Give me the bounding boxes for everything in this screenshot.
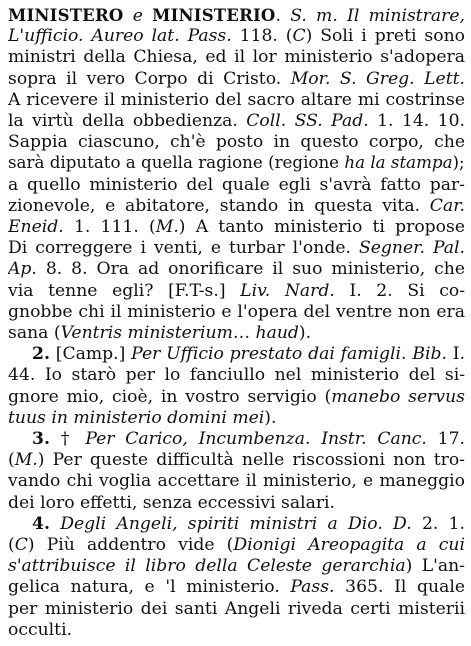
- text-run: (: [8, 450, 15, 471]
- text-run: a quello ministerio del quale egli s'avrà fatto par-: [8, 174, 465, 195]
- entry-text-line: [8, 69, 465, 90]
- italic-text: C: [292, 26, 306, 47]
- entry-text-line: [8, 196, 465, 217]
- italic-text: M.: [14, 450, 38, 471]
- text-run: [Camp.]: [49, 344, 132, 365]
- italic-text: M.: [155, 217, 179, 237]
- entry-text-line: [8, 259, 465, 280]
- italic-text: Pass.: [290, 577, 335, 598]
- entry-text-line: [8, 323, 465, 344]
- italic-text: Degli Angeli, spiriti ministri a Dio. D.: [60, 513, 412, 534]
- entry-text-line: [8, 47, 465, 68]
- entry-text-line: [8, 471, 465, 492]
- text-run: );: [452, 153, 465, 174]
- text-run: gnobbe chi il ministerio e l'opera del ventre non era: [8, 301, 465, 322]
- entry-text-line: [8, 302, 465, 323]
- text-run: per ministerio dei santi Angeli riveda certi misterii: [8, 598, 465, 619]
- entry-text-line: [8, 90, 465, 111]
- text-run: 365. Il quale: [334, 577, 465, 598]
- text-run: 1. 14. 10.: [368, 111, 465, 131]
- entry-text-line: [8, 408, 465, 429]
- italic-text: s'attribuisce il libro della Celeste gerarchia: [8, 556, 406, 577]
- text-run: ) A tanto ministerio ti propose: [178, 217, 465, 237]
- entry-text-line: [8, 111, 465, 132]
- text-run: gelica natura, e 'l ministerio.: [8, 577, 291, 598]
- text-run: gnore mio, cioè, in vostro servigio (: [8, 386, 332, 407]
- entry-text-line: [8, 387, 465, 408]
- italic-text: Ventris ministerium… haud: [60, 323, 299, 343]
- sense-number: 3.: [32, 429, 50, 449]
- text-run: 44. Io starò per lo fanciullo nel ministerio del si-: [8, 365, 465, 386]
- entry-text-line: [8, 132, 465, 153]
- italic-text: tuus in ministerio domini mei: [8, 407, 265, 428]
- italic-text: S. m. Il ministrare,: [290, 6, 465, 26]
- entry-text-line: [8, 535, 465, 556]
- italic-text: Segner. Pal.: [358, 238, 465, 259]
- text-run: A ricevere il ministerio del sacro altare mi costrinse: [8, 89, 465, 110]
- entry-text-line: [8, 365, 465, 386]
- entry-text-line: [8, 281, 465, 302]
- text-run: sarà diputato a quella ragione (regione: [8, 153, 345, 174]
- headword: MINISTERIO: [152, 6, 276, 25]
- italic-text: Per Ufficio prestato dai famigli. Bib.: [131, 344, 447, 365]
- text-run: †: [49, 429, 86, 449]
- entry-text-line: [8, 556, 465, 577]
- text-run: ) Per queste difficultà nelle riscossioni non tro-: [37, 450, 465, 471]
- entry-text-line: [8, 599, 465, 620]
- entry-text-line: [8, 620, 465, 641]
- entry-text-line: [8, 238, 465, 259]
- text-run: .: [275, 6, 291, 26]
- text-run: occulti.: [8, 619, 73, 640]
- text-run: 2. 1.: [411, 513, 465, 534]
- sense-heading-line: [32, 344, 465, 365]
- italic-text: Liv. Nard.: [240, 280, 335, 301]
- entry-text-line: [8, 450, 465, 471]
- text-run: 118. (: [231, 26, 293, 47]
- text-run: zionevole, e abitatore, stando in questa vita.: [8, 195, 430, 216]
- italic-text: Eneid.: [8, 217, 64, 237]
- text-run: ).: [298, 323, 312, 343]
- text-run: ).: [264, 407, 277, 428]
- sense-number: 2.: [32, 344, 50, 365]
- entry-text-line: [8, 5, 465, 27]
- text-run: Sappia ciascuno, ch'è posto in questo corpo, che: [8, 132, 465, 153]
- text-run: 1. 111. (: [63, 217, 156, 237]
- text-run: sana (: [8, 323, 61, 343]
- text-run: ) Soli i preti sono: [305, 26, 465, 47]
- entry-text-line: [8, 493, 465, 514]
- text-run: 8. 8. Ora ad onorificare il suo ministerio, che: [36, 259, 465, 280]
- entry-text-line: [8, 577, 465, 598]
- sense-number: 4.: [32, 513, 50, 534]
- italic-text: Per Carico, Incumbenza. Instr. Canc.: [85, 429, 427, 449]
- entry-text-line: [8, 175, 465, 196]
- text-run: 17.: [426, 429, 465, 449]
- italic-text: Mor. S. Greg. Lett.: [290, 68, 465, 89]
- text-run: ministri della Chiesa, ed il lor ministerio s'adopera: [8, 47, 465, 68]
- text-run: I. 2. Si co-: [334, 280, 465, 301]
- text-run: sopra il vero Corpo di Cristo.: [8, 68, 291, 89]
- italic-text: Ap.: [8, 259, 37, 280]
- text-run: (: [8, 535, 15, 555]
- italic-text: Coll. SS. Pad.: [246, 111, 369, 131]
- entry-text-line: [8, 217, 465, 238]
- text-run: Di correggere i venti, e turbar l'onde.: [8, 238, 359, 259]
- italic-text: ha la stampa: [344, 153, 453, 174]
- text-run: I.: [446, 344, 465, 365]
- sense-heading-line: [32, 514, 465, 535]
- sense-heading-line: [32, 429, 465, 450]
- entry-text-line: [8, 153, 465, 174]
- text-run: vando chi voglia accettare il ministerio, e maneggio: [8, 471, 465, 492]
- entry-text-line: [8, 26, 465, 47]
- italic-text: Dionigi Areopagita a cui: [233, 535, 465, 555]
- italic-text: e: [123, 6, 153, 26]
- text-run: via tenne egli? [F.T-s.]: [8, 280, 241, 301]
- italic-text: L'ufficio. Aureo lat. Pass.: [8, 26, 232, 47]
- headword: MINISTERO: [8, 6, 124, 25]
- italic-text: manebo servus: [331, 386, 465, 407]
- italic-text: Car.: [429, 195, 465, 216]
- text-run: [50, 514, 60, 534]
- text-run: la virtù della obbedienza.: [8, 111, 247, 131]
- text-run: dei loro effetti, senza eccessivi salari.: [8, 492, 336, 513]
- italic-text: C: [14, 535, 28, 555]
- text-run: ) L'an-: [405, 556, 465, 577]
- text-run: ) Più addentro vide (: [27, 535, 234, 555]
